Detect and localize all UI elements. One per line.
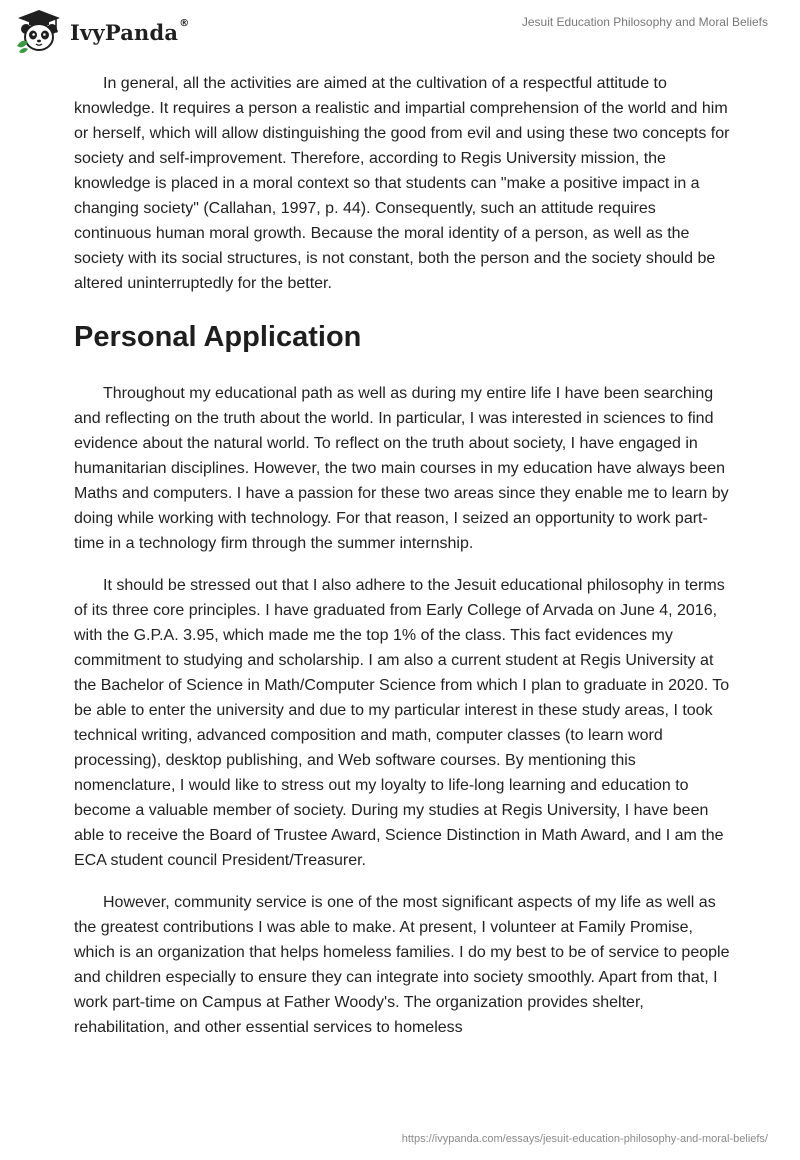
- paragraph: However, community service is one of the most significant aspects of my life as well as the greatest contributions I was able to make. At present, I volunteer at Family Promise, which is an organization that helps homeless families. I do my best to be of service to people and children especially to ensure they can integrate into society smoothly. Apart from that, I work part-time on Campus at Father Woody's. The organization provides shelter, rehabilitation, and other essential services to homeless: [74, 894, 730, 1036]
- source-url[interactable]: https://ivypanda.com/essays/jesuit-education-philosophy-and-moral-beliefs/: [401, 1133, 768, 1145]
- brand-name: IvyPanda®: [70, 17, 190, 45]
- paragraph: It should be stressed out that I also adhere to the Jesuit educational philosophy in terms of its three core principles. I have graduated from Early College of Arvada on June 4, 2016, with the G.P.A. 3.95, which made me the top 1% of the class. This fact evidences my commitment to studying and scholarship. I am also a current student at Regis University at the Bachelor of Science in Math/Computer Science from which I plan to graduate in 2020. To be able to enter the university and due to my particular interest in these study areas, I took technical writing, advanced composition and math, computer classes (to learn word processing), desktop publishing, and Web software courses. By mentioning this nomenclature, I would like to stress out my loyalty to life-long learning and education to become a valuable member of society. During my studies at Regis University, I have been able to receive the Board of Trustee Award, Science Distinction in Math Award, and I am the ECA student council President/Treasurer.: [74, 577, 730, 869]
- registered-mark: ®: [179, 17, 190, 29]
- essay-body: [74, 71, 734, 1057]
- paragraph: In general, all the activities are aimed at the cultivation of a respectful attitude to knowledge. It requires a person a realistic and impartial comprehension of the world and him or herself, which will allow distinguishing the good from evil and using these two concepts for society and self-improvement. Therefore, according to Regis University mission, the knowledge is placed in a moral context so that students can "make a positive impact in a changing society" (Callahan, 1997, p. 44). Consequently, such an attitude requires continuous human moral growth. Because the moral identity of a person, as well as the society with its social structures, is not constant, both the person and the society should be altered uninterruptedly for the better.: [74, 75, 730, 292]
- panda-graduate-icon: [14, 8, 64, 54]
- ivypanda-logo[interactable]: [14, 8, 189, 54]
- page-header: [0, 0, 800, 60]
- document-title: Jesuit Education Philosophy and Moral Beliefs: [521, 15, 768, 29]
- section-heading: Personal Application: [74, 321, 362, 353]
- paragraph: Throughout my educational path as well as during my entire life I have been searching and reflecting on the truth about the world. In particular, I was interested in sciences to find evidence about the natural world. To reflect on the truth about society, I have engaged in humanitarian disciplines. However, the two main courses in my education have always been Maths and computers. I have a passion for these two areas since they enable me to learn by doing while working with technology. For that reason, I seized an opportunity to work part-time in a technology firm through the summer internship.: [74, 385, 729, 552]
